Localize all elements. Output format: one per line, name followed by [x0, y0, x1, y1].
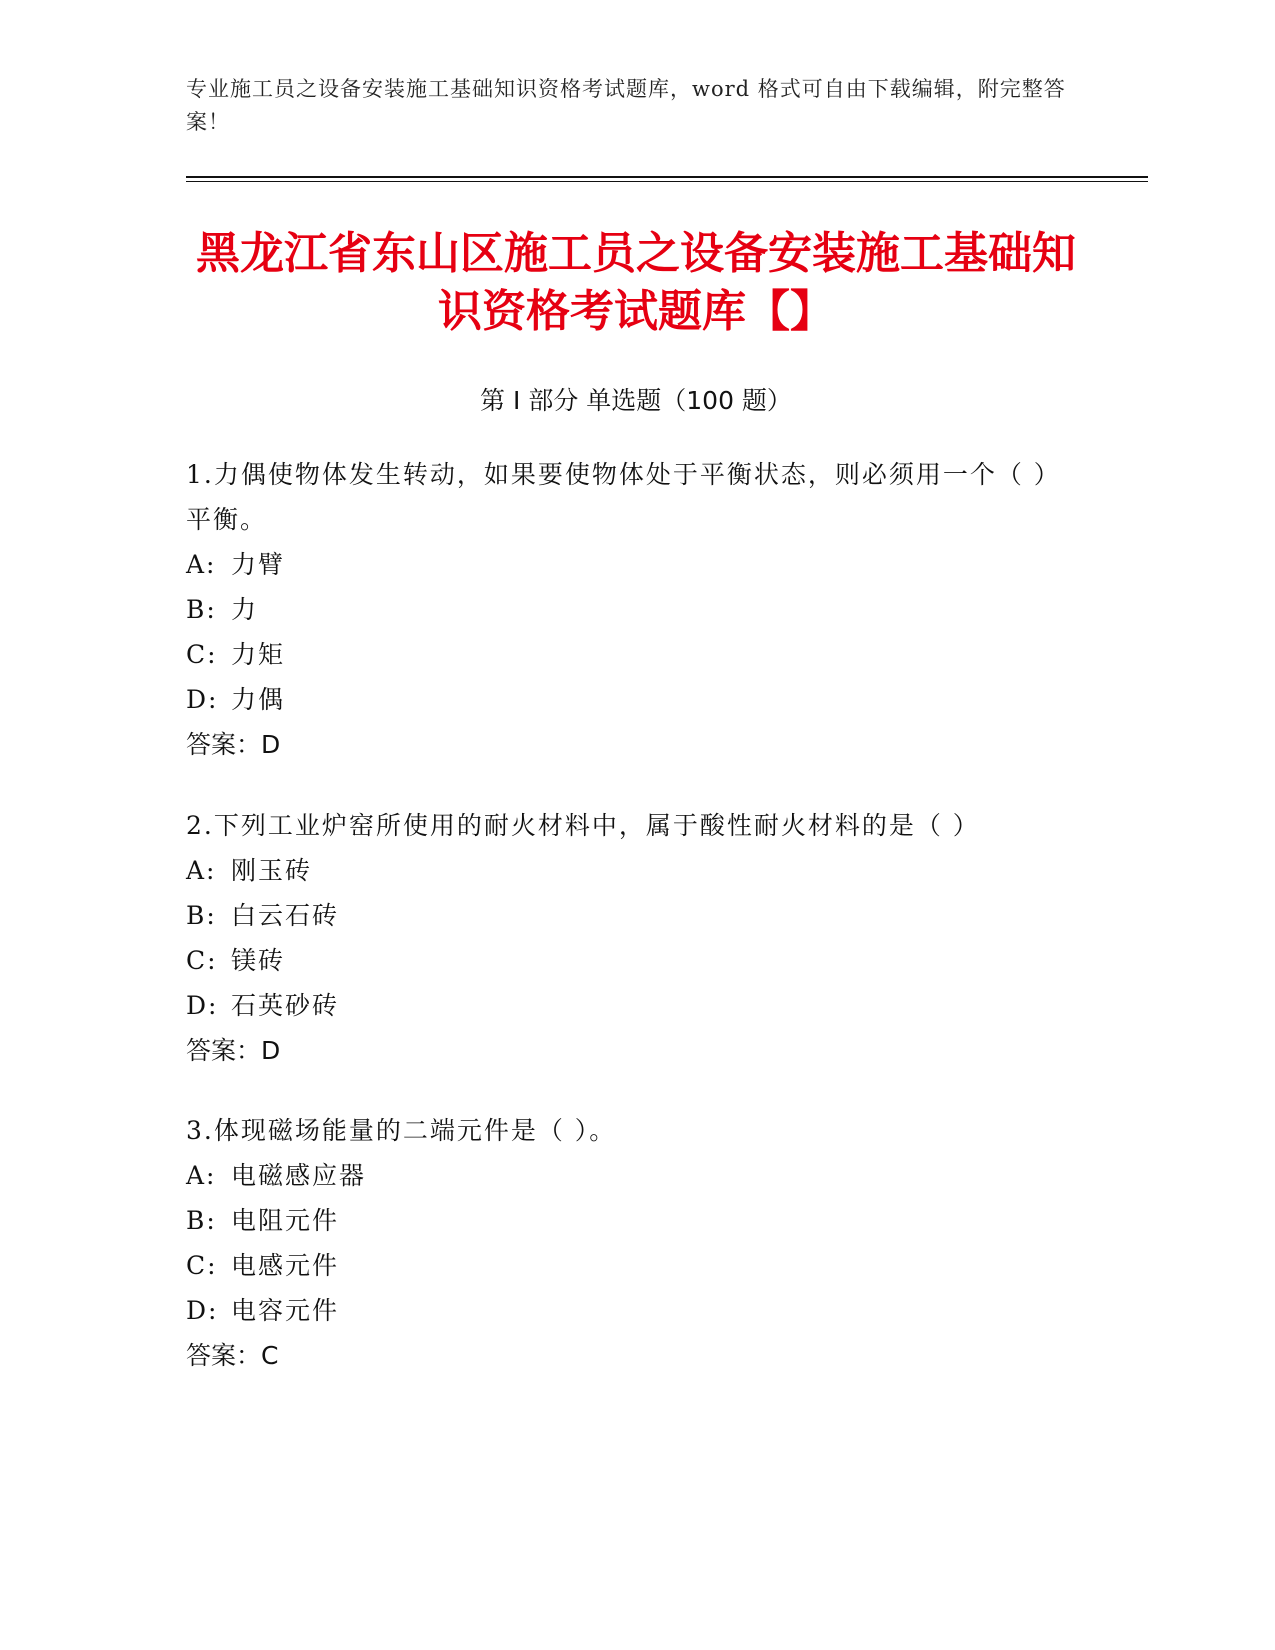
option-label: C: — [186, 640, 218, 669]
question-text: 1.力偶使物体发生转动，如果要使物体处于平衡状态，则必须用一个（ ）平衡。 — [186, 460, 1061, 534]
option-text: 电磁感应器 — [231, 1161, 367, 1190]
option-text: 刚玉砖 — [231, 856, 313, 885]
option-label: A: — [186, 856, 217, 885]
option-text: 力 — [231, 595, 259, 624]
option-label: B: — [186, 901, 217, 930]
option-text: 电感元件 — [231, 1251, 340, 1280]
option-label: A: — [186, 550, 217, 579]
option-b — [186, 893, 1066, 938]
option-c — [186, 632, 1066, 677]
question-2 — [186, 803, 1066, 1073]
option-label: D: — [186, 685, 219, 714]
option-label: A: — [186, 1161, 217, 1190]
header-divider-thin — [186, 181, 1148, 182]
option-c — [186, 1243, 1066, 1288]
option-text: 力臂 — [231, 550, 286, 579]
option-label: C: — [186, 1251, 218, 1280]
section-heading: 第 I 部分 单选题（100 题） — [480, 386, 792, 415]
option-text: 镁砖 — [231, 946, 286, 975]
option-text: 力矩 — [231, 640, 286, 669]
option-a — [186, 1153, 1066, 1198]
document-title: 黑龙江省东山区施工员之设备安装施工基础知识资格考试题库【】 — [196, 228, 1076, 337]
option-c — [186, 938, 1066, 983]
option-label: B: — [186, 1206, 217, 1235]
option-a — [186, 542, 1066, 587]
question-1 — [186, 452, 1066, 767]
answer: 答案：C — [186, 1341, 279, 1370]
question-text: 3.体现磁场能量的二端元件是（ ）。 — [186, 1116, 617, 1145]
option-d — [186, 983, 1066, 1028]
answer: 答案：D — [186, 730, 281, 759]
option-d — [186, 1288, 1066, 1333]
question-3 — [186, 1108, 1066, 1378]
option-text: 力偶 — [231, 685, 286, 714]
question-text: 2.下列工业炉窑所使用的耐火材料中，属于酸性耐火材料的是（ ） — [186, 811, 980, 840]
option-d — [186, 677, 1066, 722]
option-b — [186, 587, 1066, 632]
option-text: 电容元件 — [231, 1296, 340, 1325]
option-text: 白云石砖 — [231, 901, 340, 930]
option-label: D: — [186, 991, 219, 1020]
header-note: 专业施工员之设备安装施工基础知识资格考试题库，word 格式可自由下载编辑，附完整答案！ — [186, 77, 1066, 134]
answer: 答案：D — [186, 1036, 281, 1065]
option-label: B: — [186, 595, 217, 624]
option-a — [186, 848, 1066, 893]
option-label: C: — [186, 946, 218, 975]
option-text: 石英砂砖 — [231, 991, 340, 1020]
option-b — [186, 1198, 1066, 1243]
header-divider — [186, 176, 1148, 178]
option-text: 电阻元件 — [231, 1206, 340, 1235]
option-label: D: — [186, 1296, 219, 1325]
